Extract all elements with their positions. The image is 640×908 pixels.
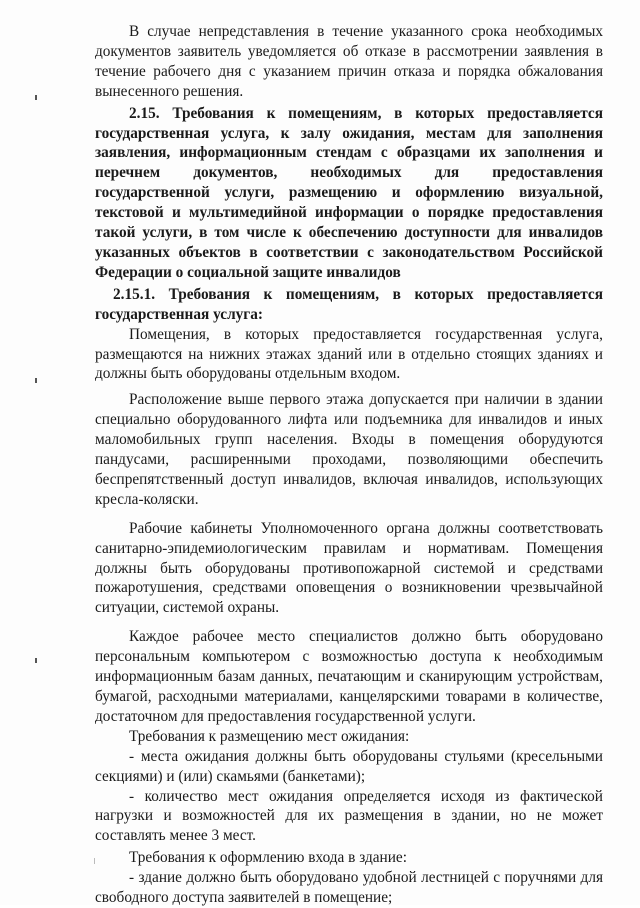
- list-item-seat-count: - количество мест ожидания определяется исходя из фактической нагрузки и возможностей для их размещения в здании, но не может составлять менее 3 мест.: [95, 787, 603, 845]
- waiting-area-heading: Требования к размещению мест ожидания:: [129, 727, 410, 745]
- entrance-heading: Требования к оформлению входа в здание:: [129, 849, 407, 867]
- paragraph-refusal-notice: В случае непредставления в течение указанного срока необходимых документов заявитель уведомляется об отказе в рассмотрении заявления в течение рабочего дня с указанием причин отказа и порядка обжалования вынесенного решения.: [95, 23, 603, 100]
- margin-mark: [35, 658, 37, 663]
- margin-mark: [35, 378, 37, 383]
- paragraph-workplace-equipment: Каждое рабочее место специалистов должно быть оборудовано персональным компьютером с возможностью доступа к необходимым информационным базам данных, печатающим и сканирующим устройствам, бумагой, расходными материалами, канцелярскими товарами в количестве, достаточном для предоставления государственной услуги.: [95, 628, 603, 725]
- paragraph-premises-location: Помещения, в которых предоставляется государственная услуга, размещаются на нижних этажах зданий или в отдельно стоящих зданиях и должны быть оборудованы отдельным входом.: [95, 325, 603, 383]
- paragraph-offices-requirements: Рабочие кабинеты Уполномоченного органа должны соответствовать санитарно-эпидемиологическим правилам и нормативам. Помещения должны быть оборудованы противопожарной системой и средствами пожаротушения, средствами оповещения о возникновении чрезвычайной ситуации, системой охраны.: [95, 519, 603, 617]
- paragraph-accessibility: Расположение выше первого этажа допускается при наличии в здании специально оборудованного лифта или подъемника для инвалидов и иных маломобильных групп населения. Входы в помещения оборудуются пандусами, расширенными проходами, позволяющими обеспечить беспрепятственный доступ инвалидов, включая инвалидов, использующих кресла-коляски.: [95, 391, 603, 508]
- document-body: [95, 22, 603, 908]
- margin-mark: [35, 95, 37, 100]
- list-item-seating: - места ожидания должны быть оборудованы стульями (кресельными секциями) и (или) скамьями (банкетами);: [95, 747, 603, 785]
- section-2-15-heading: 2.15. Требования к помещениям, в которых предоставляется государственная услуга, к залу ожидания, местам для заполнения заявления, информационным стендам с образцами их заполнения и перечнем документов, необходимых для предоставления государственной услуги, размещению и оформлению визуальной, текстовой и мультимедийной информации о порядке предоставления такой услуги, в том числе к обеспечению доступности для инвалидов указанных объектов в соответствии с законодательством Российской Федерации о социальной защите инвалидов: [95, 104, 603, 281]
- list-item-staircase: - здание должно быть оборудовано удобной лестницей с поручнями для свободного доступа заявителей в помещение;: [95, 869, 603, 907]
- section-2-15-1-heading: 2.15.1. Требования к помещениям, в которых предоставляется государственная услуга:: [95, 285, 603, 323]
